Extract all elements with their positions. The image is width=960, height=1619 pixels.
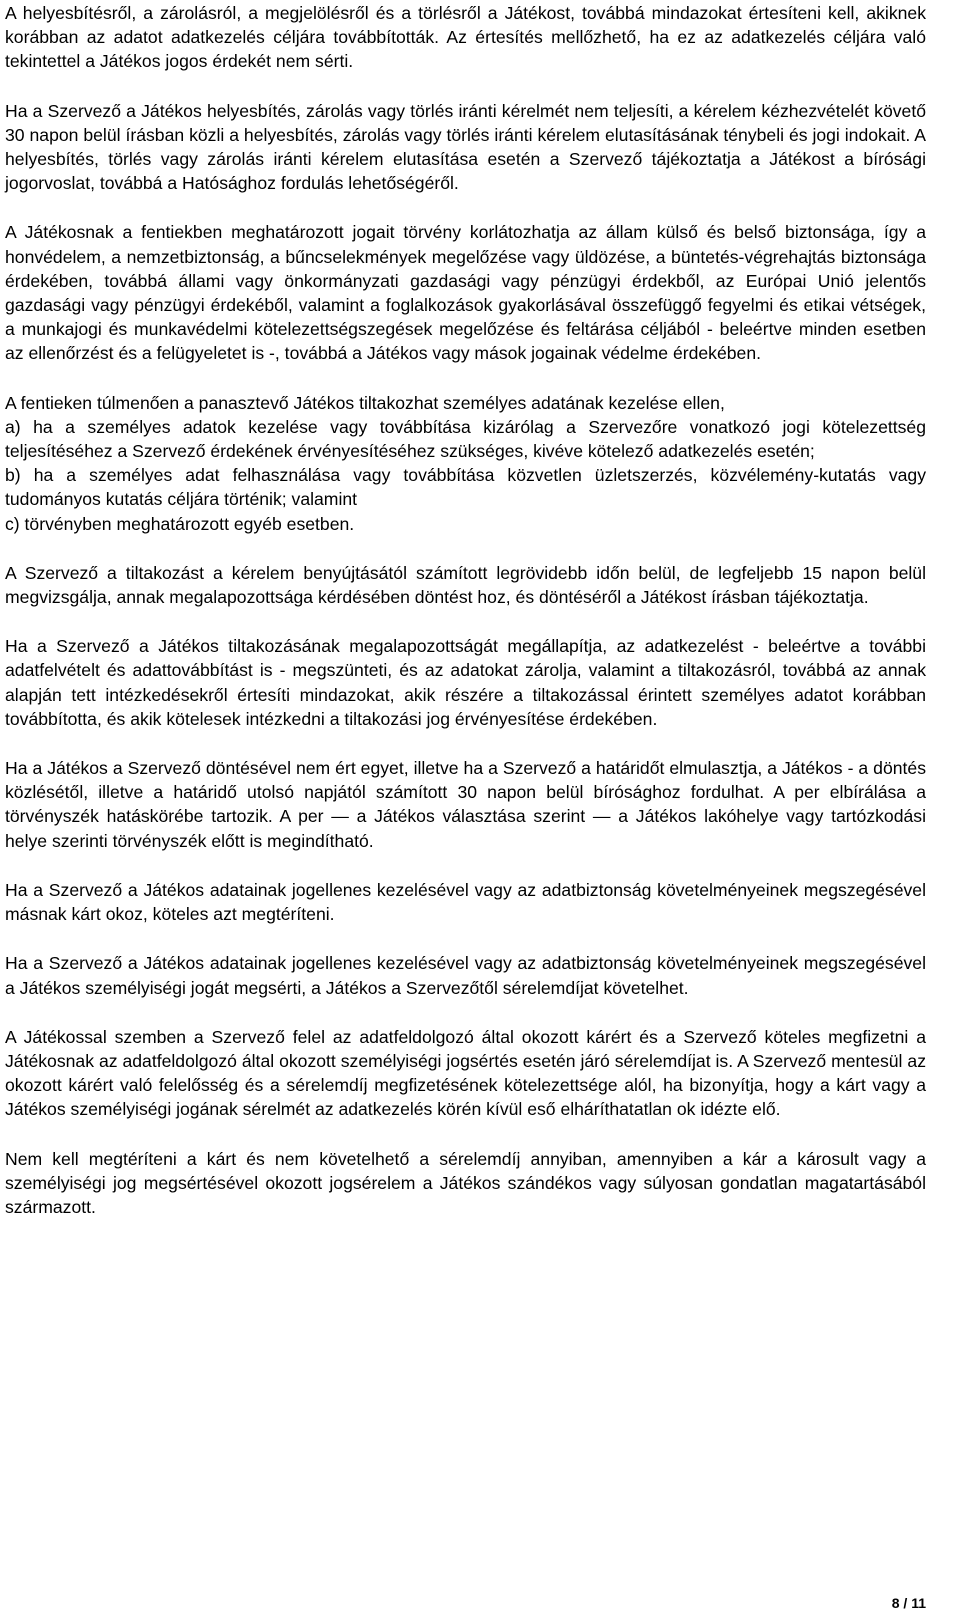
- page-number: 8 / 11: [891, 1595, 926, 1611]
- objection-item-c: c) törvényben meghatározott egyéb esetben.: [5, 513, 355, 534]
- paragraph-restrictions: A Játékosnak a fentiekben meghatározott jogait törvény korlátozhatja az állam külső és belső biztonsága, így a honvédelem, a nemzetbiztonság, a bűncselekmények megelőzése vagy üldözése, a büntetés-végrehajtás biztonsága érdekében, továbbá állami vagy önkormányzati gazdasági vagy pénzügyi érdekből, az Európai Unió jelentős gazdasági vagy pénzügyi érdekéből, valamint a foglalkozások gyakorlásával összefüggő fegyelmi és etikai vétségek, a munkajogi és munkavédelmi kötelezettségszegések megelőzése és feltárása céljából - beleértve minden esetben az ellenőrzést és a felügyeletet is -, továbbá a Játékos vagy mások jogainak védelme érdekében.: [5, 222, 926, 364]
- paragraph-exemption: Nem kell megtéríteni a kárt és nem követelhető a sérelemdíj annyiban, amennyiben a kár a károsult vagy a személyiségi jog megsértésével okozott jogsérelem a Játékos szándékos vagy súlyosan gondatlan magatartásából származott.: [5, 1148, 926, 1217]
- objection-intro: A fentieken túlmenően a panasztevő Játékos tiltakozhat személyes adatának kezelése ellen,: [5, 392, 725, 413]
- paragraph-restitution: Ha a Szervező a Játékos adatainak jogellenes kezelésével vagy az adatbiztonság követelményeinek megszegésével a Játékos személyiségi jogát megsérti, a Játékos a Szervezőtől sérelemdíjat követelhet.: [5, 953, 926, 998]
- objection-item-a: a) ha a személyes adatok kezelése vagy továbbítása kizárólag a Szervezőre vonatkozó jogi kötelezettség teljesítéséhez a Szervező érdekének érvényesítéséhez szükséges, kivéve kötelező adatkezelés esetén;: [5, 416, 926, 462]
- paragraph-rejection: Ha a Szervező a Játékos helyesbítés, zárolás vagy törlés iránti kérelmét nem teljesíti, a kérelem kézhezvételét követő 30 napon belül írásban közli a helyesbítés, zárolás vagy törlés iránti kérelem elutasításának ténybeli és jogi indokait. A helyesbítés, törlés vagy zárolás iránti kérelem elutasítása esetén a Szervező tájékoztatja a Játékost a bírósági jogorvoslat, továbbá a Hatósághoz fordulás lehetőségéről.: [5, 100, 926, 194]
- paragraph-processor-liability: A Játékossal szemben a Szervező felel az adatfeldolgozó által okozott kárért és a Szervező köteles megfizetni a Játékosnak az adatfeldolgozó által okozott személyiségi jogsértés esetén járó sérelemdíjat is. A Szervező mentesül az okozott kárért való felelősség és a sérelemdíj megfizetésének kötelezettsége alól, ha bizonyítja, hogy a kárt vagy a Játékos személyiségi jogának sérelmét az adatkezelés körén kívül eső elháríthatatlan ok idézte elő.: [5, 1026, 926, 1120]
- paragraph-objection-upheld: Ha a Szervező a Játékos tiltakozásának megalapozottságát megállapítja, az adatkezelést - beleértve a további adatfelvételt és adattovábbítást is - megszünteti, és az adatokat zárolja, valamint a tiltakozásról, továbbá az annak alapján tett intézkedésekről értesíti mindazokat, akik részére a tiltakozással érintett személyes adatot korábban továbbította, és akik kötelesek intézkedni a tiltakozási jog érvényesítése érdekében.: [5, 636, 926, 729]
- objection-section: [5, 391, 926, 536]
- document-page: [5, 0, 926, 1219]
- objection-item-b: b) ha a személyes adat felhasználása vagy továbbítása közvetlen üzletszerzés, közvélemény-kutatás vagy tudományos kutatás céljára történik; valamint: [5, 465, 926, 510]
- paragraph-court-appeal: Ha a Játékos a Szervező döntésével nem ért egyet, illetve ha a Szervező a határidőt elmulasztja, a Játékos - a döntés közlésétől, illetve a határidő utolsó napjától számított 30 napon belül bírósághoz fordulhat. A per elbírálása a törvényszék hatáskörébe tartozik. A per — a Játékos választása szerint — a Játékos lakóhelye vagy tartózkodási helye szerinti törvényszék előtt is megindítható.: [5, 758, 926, 851]
- paragraph-notification: A helyesbítésről, a zárolásról, a megjelölésről és a törlésről a Játékost, továbbá mindazokat értesíteni kell, akiknek korábban az adatot adatkezelés céljára továbbították. Az értesítés mellőzhető, ha ez az adatkezelés céljára való tekintettel a Játékos jogos érdekét nem sérti.: [5, 3, 926, 72]
- paragraph-objection-review: A Szervező a tiltakozást a kérelem benyújtásától számított legrövidebb időn belül, de legfeljebb 15 napon belül megvizsgálja, annak megalapozottsága kérdésében döntést hoz, és döntéséről a Játékost írásban tájékoztatja.: [5, 562, 926, 608]
- paragraph-damages: Ha a Szervező a Játékos adatainak jogellenes kezelésével vagy az adatbiztonság követelményeinek megszegésével másnak kárt okoz, köteles azt megtéríteni.: [5, 879, 926, 925]
